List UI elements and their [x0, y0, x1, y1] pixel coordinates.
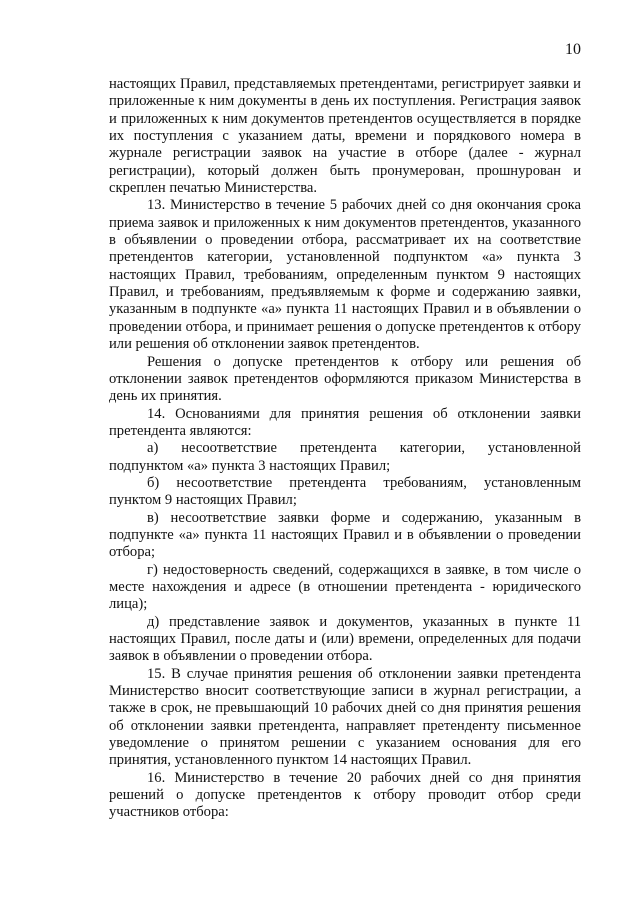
- paragraph-continuation: настоящих Правил, представляемых претендентами, регистрирует заявки и приложенные к ним документы в день их поступления. Регистрация заявок и приложенных к ним документов претендентов осуществляется в порядке их поступления с указанием даты, времени и порядкового номера в журнале регистрации заявок на участие в отборе (далее - журнал регистрации), который должен быть пронумерован, прошнурован и скреплен печатью Министерства.: [109, 76, 581, 197]
- subitem-a: а) несоответствие претендента категории, установленной подпунктом «а» пункта 3 настоящих Правил;: [109, 440, 581, 474]
- paragraph-item-13: 13. Министерство в течение 5 рабочих дней со дня окончания срока приема заявок и приложенных к ним документов претендентов, указанного в объявлении о проведении отбора, рассматривает их на соответствие претендентов категории, установленной подпунктом «а» пункта 3 настоящих Правил, требованиям, определенным пунктом 9 настоящих Правил, и требованиям, предъявляемым к форме и содержанию заявки, указанным в подпункте «а» пункта 11 настоящих Правил и в объявлении о проведении отбора, и принимает решения о допуске претендентов к отбору или решения об отклонении заявок претендентов.: [109, 197, 581, 353]
- paragraph-item-14: 14. Основаниями для принятия решения об отклонении заявки претендента являются:: [109, 405, 581, 439]
- subitem-g: г) недостоверность сведений, содержащихся в заявке, в том числе о месте нахождения и адресе (в отношении претендента - юридического лица);: [109, 561, 581, 613]
- subitem-b: б) несоответствие претендента требованиям, установленным пунктом 9 настоящих Правил;: [109, 474, 581, 509]
- document-body: [109, 76, 581, 822]
- subitem-d: д) представление заявок и документов, указанных в пункте 11 настоящих Правил, после даты и (или) времени, определенных для подачи заявок в объявлении о проведении отбора.: [109, 613, 581, 665]
- subitem-v: в) несоответствие заявки форме и содержанию, указанным в подпункте «а» пункта 11 настоящих Правил и в объявлении о проведении отбора;: [109, 509, 581, 561]
- paragraph-item-16: 16. Министерство в течение 20 рабочих дней со дня принятия решений о допуске претендентов к отбору проводит отбор среди участников отбора:: [109, 769, 581, 821]
- paragraph-item-15: 15. В случае принятия решения об отклонении заявки претендента Министерство вносит соответствующие записи в журнал регистрации, а также в срок, не превышающий 10 рабочих дней со дня принятия решения об отклонении заявки претендента, направляет претенденту письменное уведомление о принятом решении с указанием основания для его принятия, установленного пунктом 14 настоящих Правил.: [109, 665, 581, 769]
- paragraph-decision-order: Решения о допуске претендентов к отбору или решения об отклонении заявок претендентов оформляются приказом Министерства в день их принятия.: [109, 353, 581, 405]
- page-number: 10: [565, 41, 581, 58]
